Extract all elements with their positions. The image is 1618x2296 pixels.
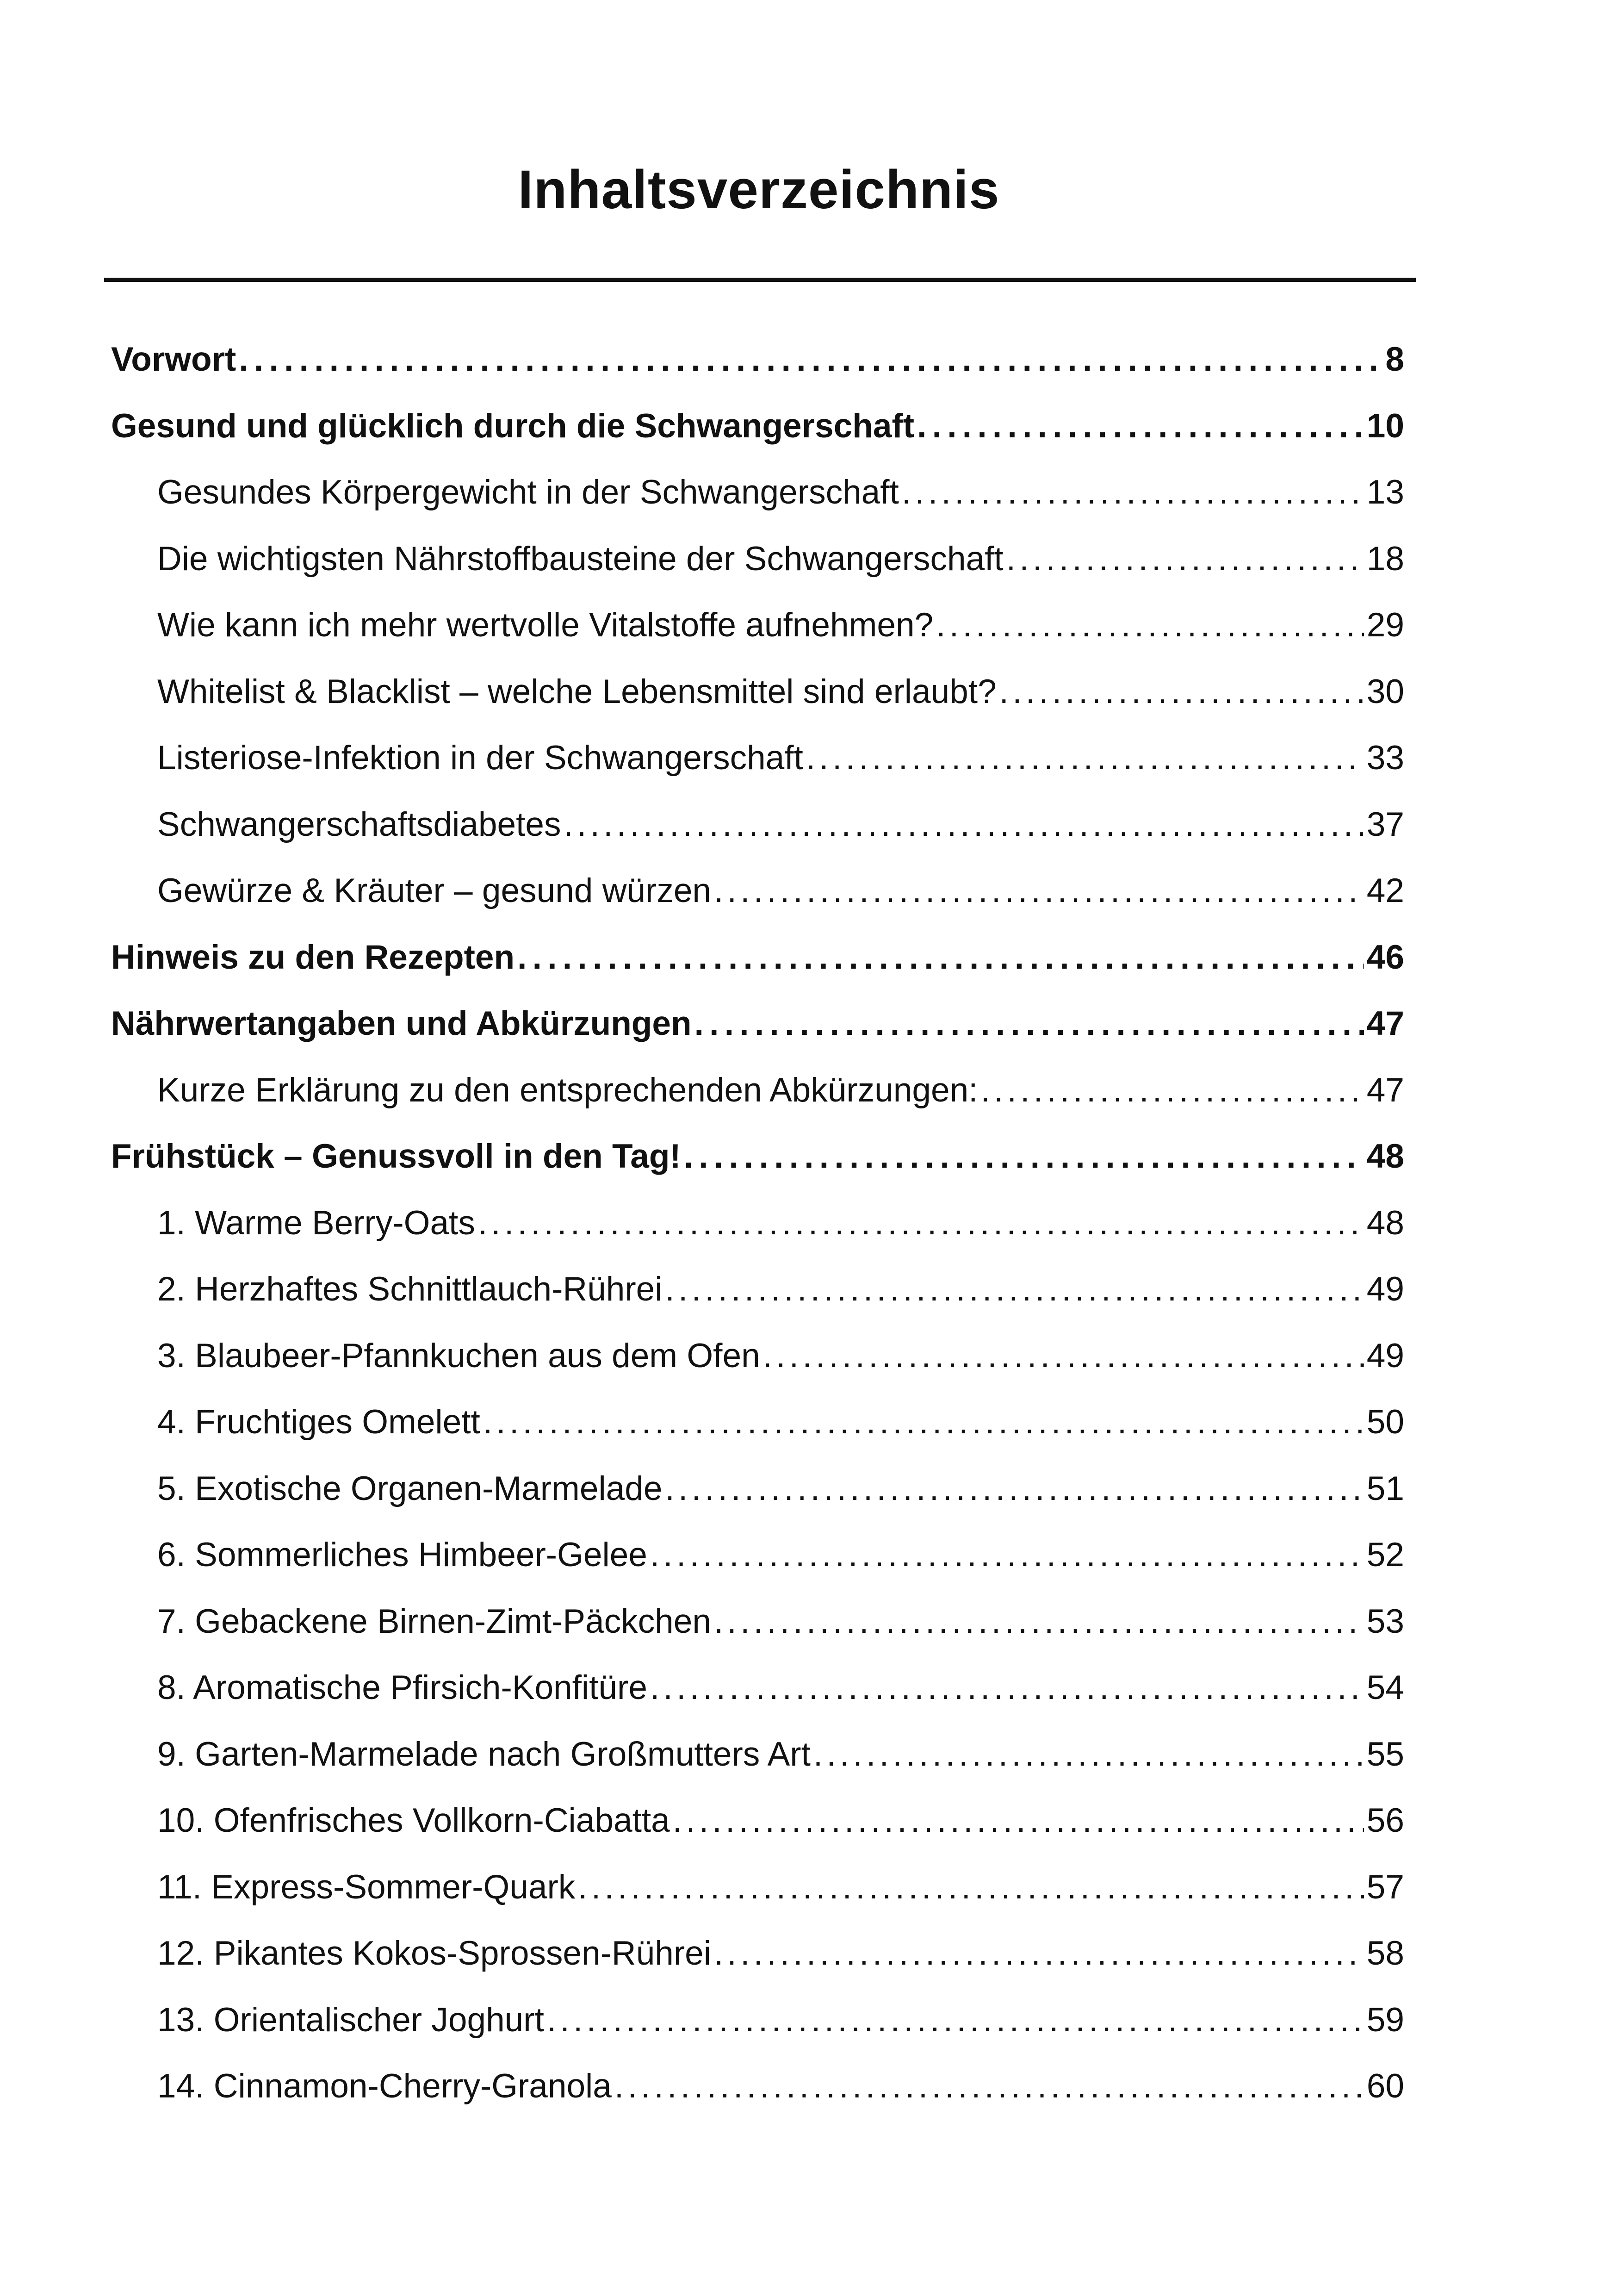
toc-entry-label: Gesundes Körpergewicht in der Schwangerschaft xyxy=(157,473,899,511)
toc-dot-leader xyxy=(1006,526,1364,592)
table-of-contents xyxy=(111,326,1404,2120)
toc-page-number: 54 xyxy=(1366,1669,1404,1706)
toc-page-number: 18 xyxy=(1366,540,1404,578)
toc-section-entry[interactable] xyxy=(111,1920,1404,1987)
toc-dot-leader xyxy=(763,1323,1364,1389)
toc-section-entry[interactable] xyxy=(111,1787,1404,1854)
toc-entry-label: 6. Sommerliches Himbeer-Gelee xyxy=(157,1536,647,1574)
toc-entry-label: Kurze Erklärung zu den entsprechenden Abkürzungen: xyxy=(157,1071,978,1109)
toc-section-entry[interactable] xyxy=(111,1854,1404,1921)
toc-page-number: 13 xyxy=(1366,473,1404,511)
toc-page-number: 51 xyxy=(1366,1469,1404,1507)
toc-dot-leader xyxy=(714,1588,1364,1655)
toc-page-number: 49 xyxy=(1366,1270,1404,1308)
toc-section-entry[interactable] xyxy=(111,592,1404,659)
toc-page-number: 57 xyxy=(1366,1868,1404,1906)
toc-section-entry[interactable] xyxy=(111,659,1404,725)
toc-chapter-entry[interactable] xyxy=(111,924,1404,991)
toc-section-entry[interactable] xyxy=(111,1323,1404,1389)
toc-dot-leader xyxy=(902,459,1364,526)
toc-entry-label: 10. Ofenfrisches Vollkorn-Ciabatta xyxy=(157,1802,670,1839)
toc-entry-label: Listeriose-Infektion in der Schwangerschaft xyxy=(157,739,803,777)
toc-entry-label: 12. Pikantes Kokos-Sprossen-Rührei xyxy=(157,1935,711,1972)
toc-dot-leader xyxy=(917,393,1364,460)
toc-dot-leader xyxy=(684,1123,1364,1190)
toc-entry-label: 7. Gebackene Birnen-Zimt-Päckchen xyxy=(157,1602,711,1640)
toc-section-entry[interactable] xyxy=(111,1987,1404,2053)
toc-chapter-entry[interactable] xyxy=(111,393,1404,460)
toc-page-number: 56 xyxy=(1366,1802,1404,1839)
toc-chapter-entry[interactable] xyxy=(111,1123,1404,1190)
toc-entry-label: 11. Express-Sommer-Quark xyxy=(157,1868,576,1906)
toc-section-entry[interactable] xyxy=(111,1190,1404,1257)
toc-section-entry[interactable] xyxy=(111,459,1404,526)
toc-chapter-entry[interactable] xyxy=(111,326,1404,393)
toc-chapter-entry[interactable] xyxy=(111,990,1404,1057)
toc-dot-leader xyxy=(999,659,1364,725)
toc-page-number: 50 xyxy=(1366,1403,1404,1441)
toc-dot-leader xyxy=(714,1920,1364,1987)
toc-section-entry[interactable] xyxy=(111,1588,1404,1655)
toc-dot-leader xyxy=(806,725,1364,791)
toc-entry-label: Nährwertangaben und Abkürzungen xyxy=(111,1005,692,1042)
toc-section-entry[interactable] xyxy=(111,1256,1404,1323)
toc-dot-leader xyxy=(650,1655,1364,1721)
toc-section-entry[interactable] xyxy=(111,725,1404,791)
toc-section-entry[interactable] xyxy=(111,2053,1404,2120)
toc-dot-leader xyxy=(813,1721,1364,1788)
toc-entry-label: Hinweis zu den Rezepten xyxy=(111,938,515,976)
toc-entry-label: Schwangerschaftsdiabetes xyxy=(157,805,561,843)
toc-section-entry[interactable] xyxy=(111,1655,1404,1721)
toc-dot-leader xyxy=(614,2053,1364,2120)
toc-dot-leader xyxy=(547,1987,1364,2053)
toc-entry-label: 14. Cinnamon-Cherry-Granola xyxy=(157,2067,612,2105)
toc-dot-leader xyxy=(239,326,1382,393)
toc-entry-label: Die wichtigsten Nährstoffbausteine der Schwangerschaft xyxy=(157,540,1004,578)
toc-entry-label: 13. Orientalischer Joghurt xyxy=(157,2001,544,2039)
page-title: Inhaltsverzeichnis xyxy=(518,159,1000,220)
toc-dot-leader xyxy=(714,858,1364,924)
toc-dot-leader xyxy=(517,924,1364,991)
toc-dot-leader xyxy=(936,592,1364,659)
toc-entry-label: 8. Aromatische Pfirsich-Konfitüre xyxy=(157,1669,647,1706)
toc-page-number: 52 xyxy=(1366,1536,1404,1574)
toc-section-entry[interactable] xyxy=(111,1057,1404,1124)
toc-dot-leader xyxy=(483,1389,1364,1456)
toc-page-number: 48 xyxy=(1366,1138,1404,1175)
toc-entry-label: 4. Fruchtiges Omelett xyxy=(157,1403,480,1441)
toc-entry-label: Gesund und glücklich durch die Schwangerschaft xyxy=(111,407,915,445)
toc-entry-label: Vorwort xyxy=(111,341,236,378)
toc-page-number: 46 xyxy=(1366,938,1404,976)
toc-dot-leader xyxy=(665,1256,1364,1323)
toc-entry-label: 3. Blaubeer-Pfannkuchen aus dem Ofen xyxy=(157,1337,760,1375)
toc-page-number: 33 xyxy=(1366,739,1404,777)
toc-section-entry[interactable] xyxy=(111,791,1404,858)
toc-dot-leader xyxy=(980,1057,1364,1124)
toc-dot-leader xyxy=(578,1854,1364,1921)
toc-page-number: 58 xyxy=(1366,1935,1404,1972)
toc-page-number: 10 xyxy=(1366,407,1404,445)
toc-entry-label: Whitelist & Blacklist – welche Lebensmittel sind erlaubt? xyxy=(157,672,997,710)
toc-dot-leader xyxy=(650,1522,1364,1588)
toc-page-number: 47 xyxy=(1366,1071,1404,1109)
toc-section-entry[interactable] xyxy=(111,1721,1404,1788)
toc-dot-leader xyxy=(564,791,1364,858)
toc-page-number: 37 xyxy=(1366,805,1404,843)
toc-page-number: 30 xyxy=(1366,672,1404,710)
toc-page-number: 47 xyxy=(1366,1005,1404,1042)
toc-page-number: 60 xyxy=(1366,2067,1404,2105)
title-divider xyxy=(104,278,1416,282)
toc-entry-label: 1. Warme Berry-Oats xyxy=(157,1204,475,1242)
toc-page-number: 53 xyxy=(1366,1602,1404,1640)
toc-section-entry[interactable] xyxy=(111,526,1404,592)
toc-dot-leader xyxy=(694,990,1364,1057)
toc-page-number: 8 xyxy=(1385,341,1404,378)
toc-entry-label: Frühstück – Genussvoll in den Tag! xyxy=(111,1138,681,1175)
toc-entry-label: Gewürze & Kräuter – gesund würzen xyxy=(157,872,712,909)
toc-section-entry[interactable] xyxy=(111,1522,1404,1588)
toc-section-entry[interactable] xyxy=(111,858,1404,924)
toc-page-number: 29 xyxy=(1366,606,1404,644)
toc-page-number: 48 xyxy=(1366,1204,1404,1242)
toc-entry-label: Wie kann ich mehr wertvolle Vitalstoffe aufnehmen? xyxy=(157,606,934,644)
toc-dot-leader xyxy=(478,1190,1364,1257)
toc-dot-leader xyxy=(673,1787,1364,1854)
toc-entry-label: 9. Garten-Marmelade nach Großmutters Art xyxy=(157,1735,811,1773)
toc-section-entry[interactable] xyxy=(111,1389,1404,1456)
toc-entry-label: 2. Herzhaftes Schnittlauch-Rührei xyxy=(157,1270,663,1308)
toc-page-number: 59 xyxy=(1366,2001,1404,2039)
toc-entry-label: 5. Exotische Organen-Marmelade xyxy=(157,1469,663,1507)
toc-page-number: 42 xyxy=(1366,872,1404,909)
toc-page-number: 49 xyxy=(1366,1337,1404,1375)
toc-section-entry[interactable] xyxy=(111,1456,1404,1522)
toc-dot-leader xyxy=(665,1456,1364,1522)
toc-page-number: 55 xyxy=(1366,1735,1404,1773)
